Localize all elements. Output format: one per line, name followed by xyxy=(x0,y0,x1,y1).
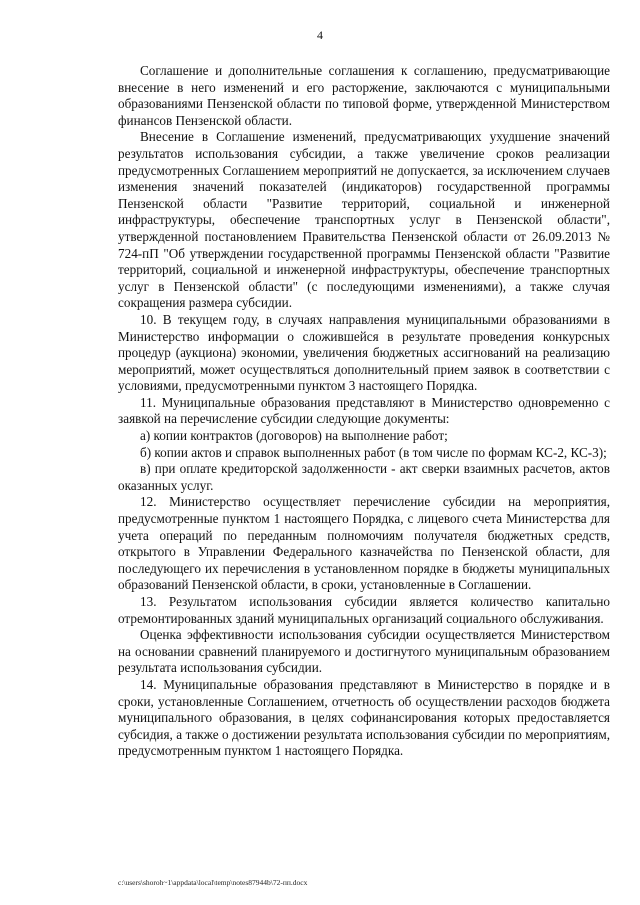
paragraph-efficiency-assessment: Оценка эффективности использования субсидии осуществляется Министерством на основании сравнений планируемого и достигнутого муниципальным образованием результата использования субсидии. xyxy=(118,627,610,676)
paragraph-item-11-a: а) копии контрактов (договоров) на выполнение работ; xyxy=(140,428,448,444)
paragraph-item-13: 13. Результатом использования субсидии является количество капитально отремонтированных зданий муниципальных организаций социального обслуживания. xyxy=(118,594,610,626)
paragraph-item-12: 12. Министерство осуществляет перечисление субсидии на мероприятия, предусмотренные пунктом 1 настоящего Порядка, с лицевого счета Министерства для учета операций по переданным полномочиям получателя бюджетных средств, открытого в Управлении Федерального казначейства по Пензенской области, для последующего их перечисления в установленном порядке в бюджеты муниципальных образований Пензенской области, в сроки, установленные в Соглашении. xyxy=(118,494,610,593)
paragraph-item-11: 11. Муниципальные образования представляют в Министерство одновременно с заявкой на перечисление субсидии следующие документы: xyxy=(118,394,610,427)
paragraph-agreement-changes: Внесение в Соглашение изменений, предусматривающих ухудшение значений результатов использования субсидии, а также увеличение сроков реализации предусмотренных Соглашением мероприятий не допускается, за исключением случаев изменения значений показателей (индикаторов) государственной программы Пензенской области "Развитие территорий, социальной и инженерной инфраструктуры, обеспечение транспортных услуг в Пензенской области", утвержденной постановлением Правительства Пензенской области от 26.09.2013 № 724-пП "Об утверждении государственной программы Пензенской области "Развитие территорий, социальной и инженерной инфраструктуры, обеспечение транспортных услуг в Пензенской области" (с последующими изменениями), а также случая сокращения размера субсидии. xyxy=(118,129,610,311)
paragraph-item-11-v: в) при оплате кредиторской задолженности - акт сверки взаимных расчетов, актов оказанных услуг. xyxy=(118,461,610,493)
paragraph-agreement-form: Соглашение и дополнительные соглашения к соглашению, предусматривающие внесение в него изменений и его расторжение, заключаются с муниципальными образованиями Пензенской области по типовой форме, утвержденной Министерством финансов Пензенской области. xyxy=(118,63,610,128)
paragraph-item-10: 10. В текущем году, в случаях направления муниципальными образованиями в Министерство информации о сложившейся в результате проведения конкурсных процедур (аукциона) экономии, увеличения бюджетных ассигнований на реализацию мероприятий, может осуществляться дополнительный прием заявок в соответствии с условиями, предусмотренными пунктом 3 настоящего Порядка. xyxy=(118,311,610,394)
paragraph-item-11-b: б) копии актов и справок выполненных работ (в том числе по формам КС-2, КС-3); xyxy=(140,444,607,460)
paragraph-item-14: 14. Муниципальные образования представляют в Министерство в порядке и в сроки, установленные Соглашением, отчетность об осуществлении расходов бюджета муниципального образования, в целях софинансирования которых предоставляется субсидия, а также о достижении результата использования субсидии по мероприятиям, предусмотренным пунктом 1 настоящего Порядка. xyxy=(118,676,610,759)
file-path-footer: c:\users\shoroh~1\appdata\local\temp\notes87944b\72-пп.docx xyxy=(118,878,308,887)
document-body xyxy=(118,63,610,760)
page-number: 4 xyxy=(317,28,323,42)
